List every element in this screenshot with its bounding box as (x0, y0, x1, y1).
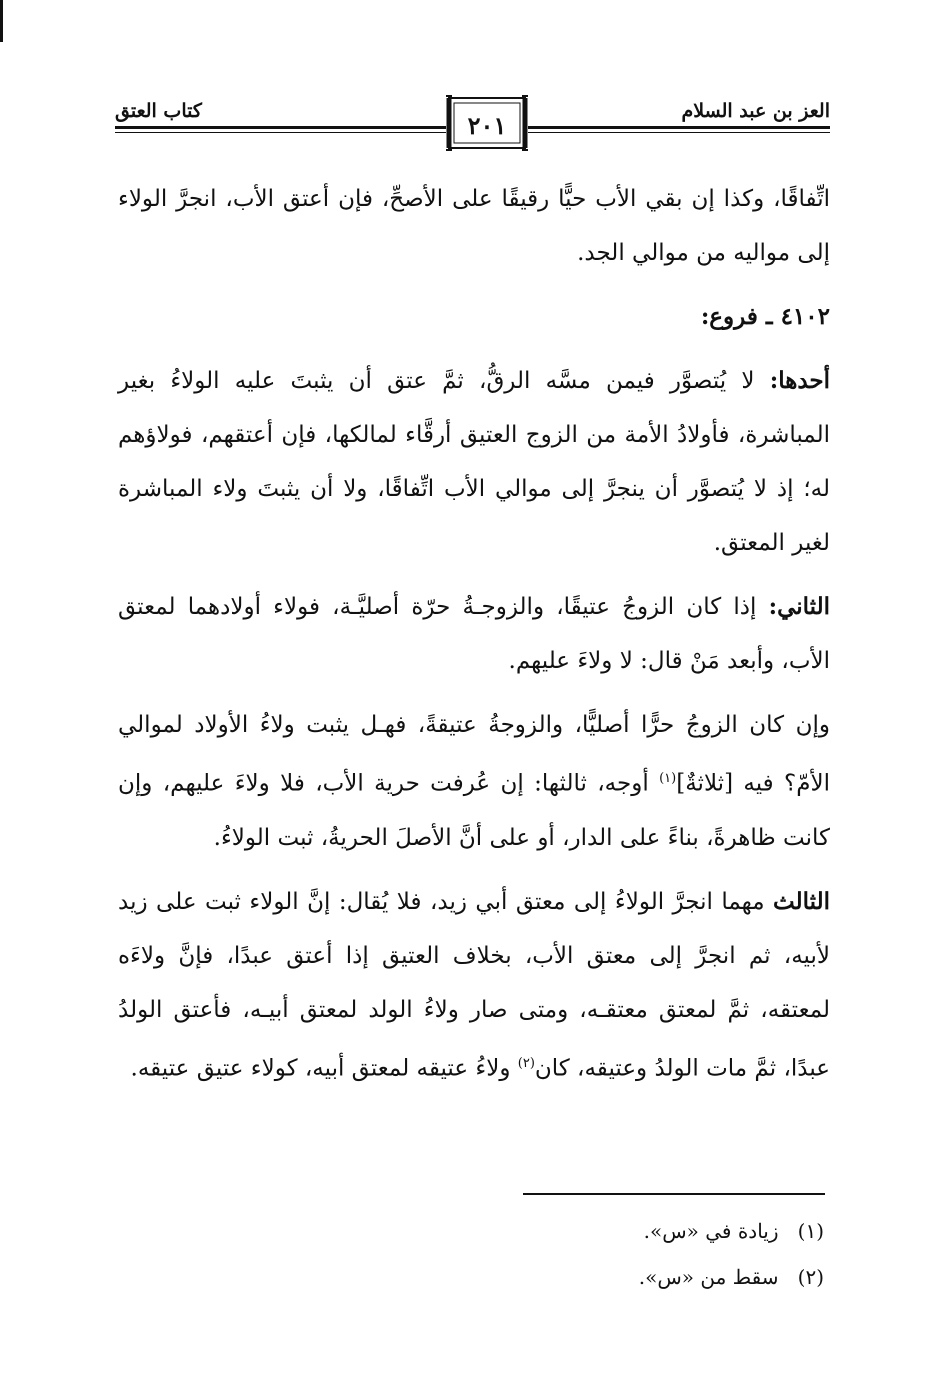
paragraph-5 (118, 875, 830, 1096)
header-book-title: كتاب العتق (115, 100, 202, 122)
paragraph-4 (118, 698, 830, 865)
footnotes (118, 1208, 824, 1300)
scan-edge-mark (0, 0, 3, 42)
footnote-1-number: (١) (797, 1219, 824, 1243)
paragraph-3-text: إذا كان الزوجُ عتيقًا، والزوجـةُ حرّة أصليَّـة، فولاء أولادهما لمعتق الأب، وأبعد مَنْ قال: لا ولاءَ عليهم. (118, 594, 830, 674)
paragraph-3-lead: الثاني: (768, 593, 830, 620)
paragraph-4-text-b: أوجه، ثالثها: إن عُرفت حرية الأب، فلا ولاءَ عليهم، وإن كانت ظاهرةً، بناءً على الدار، أو على أنَّ الأصلَ الحريةُ، ثبت الولاءُ. (118, 770, 830, 851)
paragraph-5-lead: الثالث (773, 887, 830, 915)
header-author: العز بن عبد السلام (681, 100, 830, 122)
paragraph-5-text-a: مهما انجرَّ الولاءُ إلى معتق أبي زيد، فلا يُقال: إنَّ الولاء ثبت على زيد لأبيه، ثم انجرَّ إلى معتق الأب، بخلاف العتيق إذا أعتق عبدًا، فإنَّ ولاءَه لمعتقه، ثمَّ لمعتق معتقـه، ومتى صار ولاءُ الولد لمعتق أبيـه، فأعتق الولدُ عبدًا، ثمَّ مات الولدُ وعتيقه، كان (118, 888, 830, 1082)
footnote-separator (523, 1193, 825, 1195)
page-number: ٢٠١ (467, 111, 507, 140)
paragraph-2 (118, 354, 830, 570)
paragraph-2-text: لا يُتصوَّر فيمن مسَّه الرقُّ، ثمَّ عتق أن يثبتَ عليه الولاءُ بغير المباشرة، فأولادُ الأمة من الزوج العتيق أرقَّاء لمالكها، فإن أعتقهم، فولاؤهم له؛ إذ لا يُتصوَّر أن ينجرَّ إلى موالي الأب اتِّفاقًا، ولا أن يثبتَ ولاء المباشرة لغير المعتق. (118, 368, 830, 556)
main-text (118, 172, 830, 1105)
footnote-2 (118, 1254, 824, 1300)
paragraph-5-text-b: ولاءُ عتيقه لمعتق أبيه، كولاء عتيق عتيقه. (130, 1055, 518, 1082)
paragraph-1: اتِّفاقًا، وكذا إن بقي الأب حيًّا رقيقًا على الأصحِّ، فإن أعتق الأب، انجرَّ الولاء إلى مواليه من موالي الجد. (118, 186, 830, 266)
page-header (115, 90, 830, 160)
paragraph-2-lead: أحدها: (769, 367, 831, 394)
paragraph-4-text-a: وإن كان الزوجُ حرًّا أصليًّا، والزوجةُ عتيقةً، فهـل يثبت ولاءُ الأولاد لموالي الأمّ؟ فيه [ثلاثةٌ] (118, 712, 830, 797)
footnote-1-text: زيادة في «س». (643, 1219, 779, 1243)
footnote-2-number: (٢) (797, 1265, 824, 1289)
footnote-ref-2[interactable]: (٢) (517, 1055, 535, 1071)
footnote-1 (118, 1208, 824, 1254)
paragraph-3 (118, 580, 830, 688)
footnote-2-text: سقط من «س». (638, 1265, 779, 1289)
section-heading: ٤١٠٢ ـ فروع: (700, 303, 830, 330)
page-number-frame (446, 94, 528, 152)
footnote-ref-1[interactable]: (١) (659, 771, 677, 786)
